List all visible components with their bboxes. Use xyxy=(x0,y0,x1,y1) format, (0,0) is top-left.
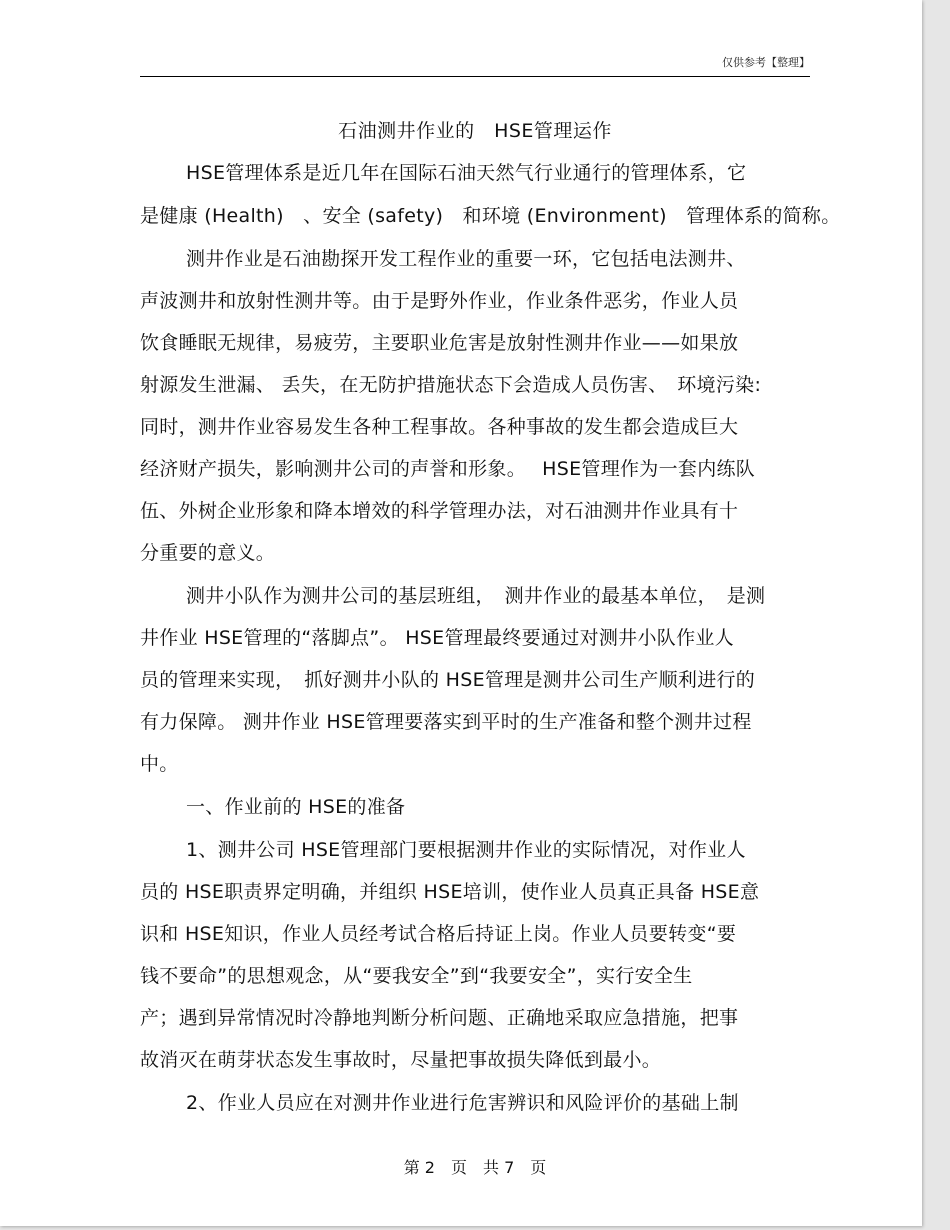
section-heading: 一、作业前的 HSE的准备 xyxy=(186,796,406,818)
paragraph-line: 中。 xyxy=(140,753,179,775)
paragraph-line: 员的管理来实现， 抓好测井小队的 HSE管理是测井公司生产顺利进行的 xyxy=(140,669,756,691)
paragraph-line: 经济财产损失，影响测井公司的声誉和形象。 HSE管理作为一套内练队 xyxy=(140,458,756,480)
paragraph-line: HSE管理体系是近几年在国际石油天然气行业通行的管理体系，它 xyxy=(186,162,747,184)
paragraph-line: 钱不要命”的思想观念，从“要我安全”到“我要安全”，实行安全生 xyxy=(140,965,693,987)
paragraph-line: 测井小队作为测井公司的基层班组， 测井作业的最基本单位， 是测 xyxy=(186,585,766,607)
paragraph-line: 有力保障。 测井作业 HSE管理要落实到平时的生产准备和整个测井过程 xyxy=(140,711,752,733)
paragraph-line: 同时，测井作业容易发生各种工程事故。各种事故的发生都会造成巨大 xyxy=(140,416,739,438)
paragraph-line: 伍、外树企业形象和降本增效的科学管理办法，对石油测井作业具有十 xyxy=(140,500,739,522)
paragraph-line: 故消灭在萌芽状态发生事故时，尽量把事故损失降低到最小。 xyxy=(140,1049,662,1071)
paragraph-line: 1、测井公司 HSE管理部门要根据测井作业的实际情况，对作业人 xyxy=(186,839,746,861)
paragraph-line: 2、作业人员应在对测井作业进行危害辨识和风险评价的基础上制 xyxy=(186,1092,739,1114)
paragraph-line: 声波测井和放射性测井等。由于是野外作业，作业条件恶劣，作业人员 xyxy=(140,290,739,312)
paragraph-line: 是健康 (Health) 、安全 (safety) 和环境 (Environment) 管理体系的简称。 xyxy=(140,205,841,227)
paragraph-line: 井作业 HSE管理的“落脚点”。 HSE管理最终要通过对测井小队作业人 xyxy=(140,627,734,649)
paragraph-line: 员的 HSE职责界定明确，并组织 HSE培训，使作业人员真正具备 HSE意 xyxy=(140,881,760,903)
page-header: 仅供参考【整理】 xyxy=(722,56,810,69)
paragraph-line: 饮食睡眠无规律，易疲劳，主要职业危害是放射性测井作业——如果放 xyxy=(140,332,739,354)
header-divider xyxy=(140,76,810,77)
paragraph-line: 测井作业是石油勘探开发工程作业的重要一环，它包括电法测井、 xyxy=(186,248,746,270)
paragraph-line: 分重要的意义。 xyxy=(140,542,276,564)
paragraph-line: 识和 HSE知识，作业人员经考试合格后持证上岗。作业人员要转变“要 xyxy=(140,923,737,945)
paragraph-line: 产；遇到异常情况时冷静地判断分析问题、正确地采取应急措施，把事 xyxy=(140,1007,739,1029)
document-title: 石油测井作业的 HSE管理运作 xyxy=(338,120,612,142)
paragraph-line: 射源发生泄漏、 丢失，在无防护措施状态下会造成人员伤害、 环境污染: xyxy=(140,374,762,396)
page-number-footer: 第 2 页 共 7 页 xyxy=(403,1158,547,1177)
